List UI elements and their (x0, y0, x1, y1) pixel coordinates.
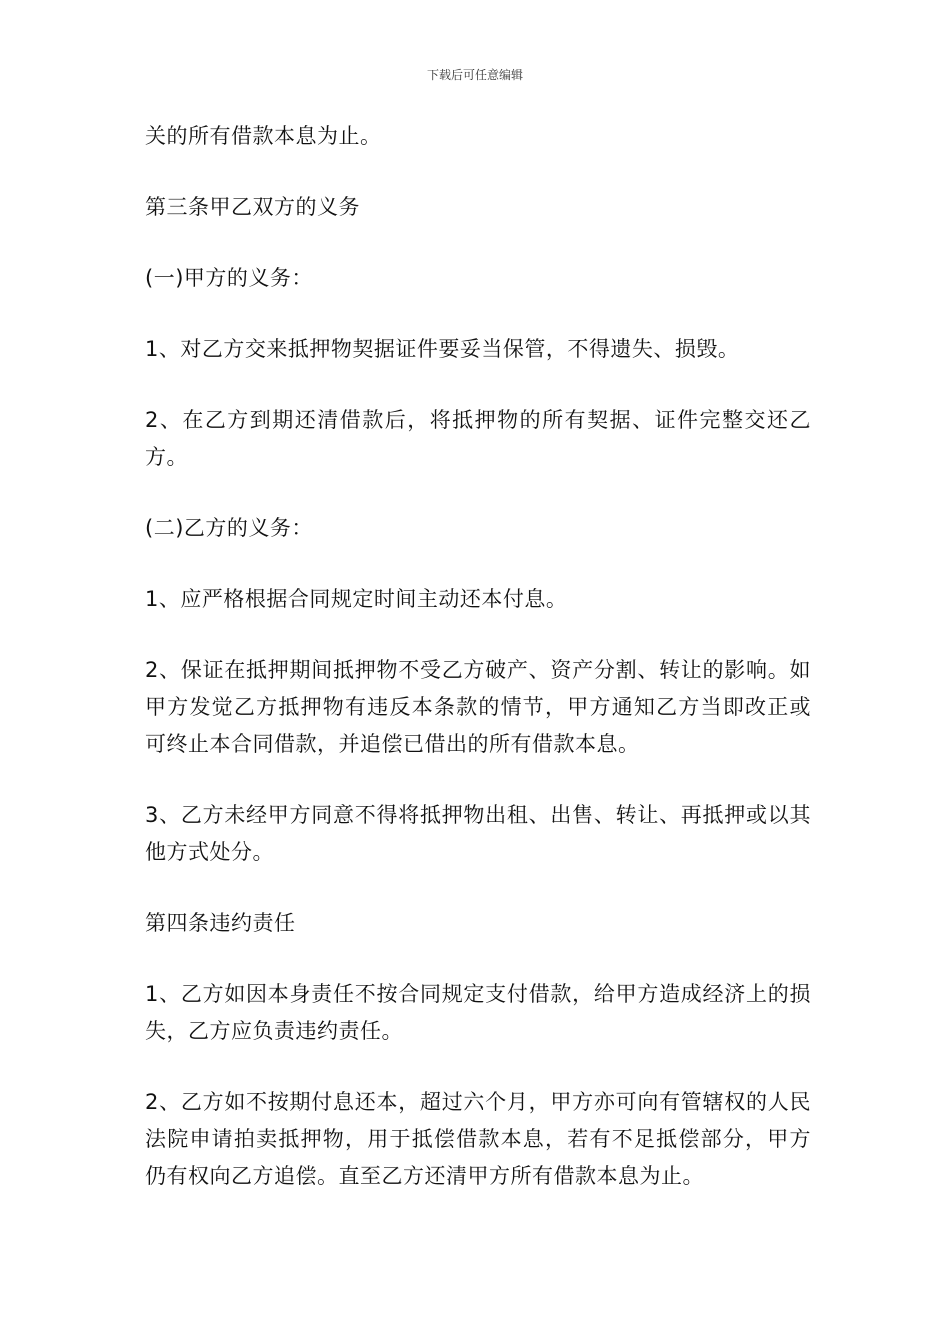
liability-clause-1: 1、乙方如因本身责任不按合同规定支付借款，给甲方造成经济上的损失，乙方应负责违约责任。 (145, 982, 811, 1043)
document-body (145, 118, 811, 1229)
article-3-heading: 第三条甲乙双方的义务 (145, 195, 360, 219)
party-b-duty-3: 3、乙方未经甲方同意不得将抵押物出租、出售、转让、再抵押或以其他方式处分。 (145, 803, 811, 864)
article-4-heading: 第四条违约责任 (145, 911, 296, 935)
page-header-note: 下载后可任意编辑 (426, 68, 523, 82)
section-party-b-duties: (二)乙方的义务： (145, 516, 313, 540)
liability-clause-2: 2、乙方如不按期付息还本，超过六个月，甲方亦可向有管辖权的人民法院申请拍卖抵押物，用于抵偿借款本息，若有不足抵偿部分，甲方仍有权向乙方追偿。直至乙方还清甲方所有借款本息为止。 (145, 1090, 811, 1188)
party-b-duty-1: 1、应严格根据合同规定时间主动还本付息。 (145, 587, 568, 611)
party-b-duty-2: 2、保证在抵押期间抵押物不受乙方破产、资产分割、转让的影响。如甲方发觉乙方抵押物有违反本条款的情节，甲方通知乙方当即改正或可终止本合同借款，并追偿已借出的所有借款本息。 (145, 658, 811, 756)
paragraph-continuation: 关的所有借款本息为止。 (145, 124, 382, 148)
party-a-duty-2: 2、在乙方到期还清借款后，将抵押物的所有契据、证件完整交还乙方。 (145, 408, 811, 469)
section-party-a-duties: (一)甲方的义务： (145, 266, 313, 290)
party-a-duty-1: 1、对乙方交来抵押物契据证件要妥当保管，不得遗失、损毁。 (145, 337, 740, 361)
